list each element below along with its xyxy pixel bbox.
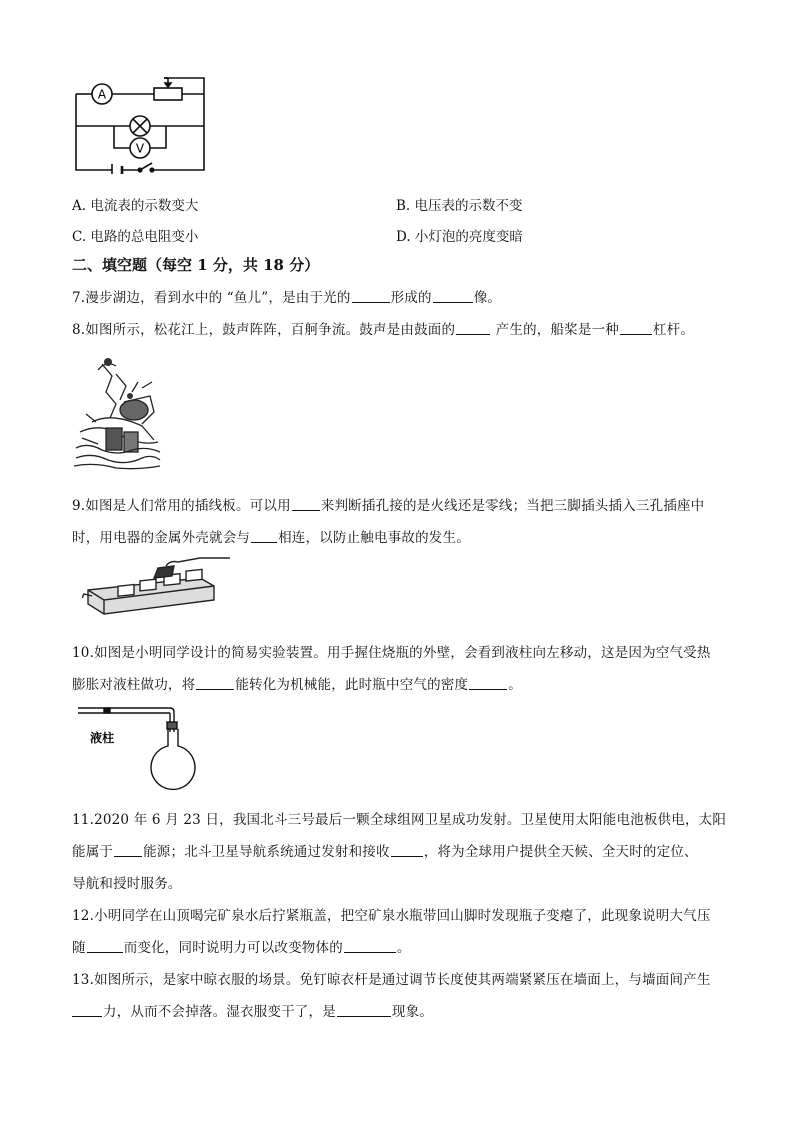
voltmeter-label: V: [135, 141, 145, 156]
answer-blank[interactable]: [352, 290, 390, 303]
answer-blank[interactable]: [87, 940, 123, 953]
answer-blank[interactable]: [337, 1004, 391, 1017]
answer-blank[interactable]: [391, 844, 423, 857]
rheostat-icon: [154, 88, 182, 100]
answer-blank[interactable]: [469, 677, 507, 690]
answer-blank[interactable]: [344, 940, 396, 953]
answer-blank[interactable]: [72, 1004, 102, 1017]
answer-blank[interactable]: [114, 844, 142, 857]
answer-blank[interactable]: [620, 322, 652, 335]
question-13-line-1: 13.如图所示，是家中晾衣服的场景。免钉晾衣杆是通过调节长度使其两端紧紧压在墙面上，与墙面间产生: [72, 972, 711, 988]
question-11-line-1: 11.2020 年 6 月 23 日，我国北斗三号最后一颗全球组网卫星成功发射。卫星使用太阳能电池板供电，太阳: [72, 812, 727, 828]
answer-blank[interactable]: [196, 677, 234, 690]
circuit-diagram: [70, 74, 210, 174]
ammeter-label: A: [97, 87, 107, 102]
answer-blank[interactable]: [456, 322, 490, 335]
answer-blank[interactable]: [292, 498, 320, 511]
answer-blank[interactable]: [251, 530, 277, 543]
liquid-column-label: 液柱: [90, 731, 115, 745]
question-13-line-2: 力，从而不会掉落。湿衣服变干了，是 现象。: [72, 1000, 433, 1020]
section-title: 二、填空题（每空 1 分，共 18 分）: [72, 256, 320, 274]
dragon-boat-illustration: [72, 352, 162, 470]
question-11-line-2: 能属于 能源；北斗卫星导航系统通过发射和接收 ，将为全球用户提供全天候、全天时的定位、: [72, 844, 698, 860]
question-8: 8.如图所示，松花江上，鼓声阵阵，百舸争流。鼓声是由鼓面的 产生的，船桨是一种 杠杆。: [72, 322, 695, 338]
option-d: D. 小灯泡的亮度变暗: [396, 229, 523, 245]
question-9-line-2: 时，用电器的金属外壳就会与 相连，以防止触电事故的发生。: [72, 530, 470, 546]
question-10-line-2: 膨胀对液柱做功，将 能转化为机械能，此时瓶中空气的密度 。: [72, 677, 522, 693]
question-12-line-2: 随 而变化，同时说明力可以改变物体的 。: [72, 940, 411, 956]
option-c: C. 电路的总电阻变小: [72, 229, 199, 245]
question-12-line-1: 12.小明同学在山顶喝完矿泉水后拧紧瓶盖，把空矿泉水瓶带回山脚时发现瓶子变瘪了，此现象说明大气压: [72, 908, 711, 924]
question-10-line-1: 10.如图是小明同学设计的简易实验装置。用手握住烧瓶的外壁，会看到液柱向左移动，这是因为空气受热: [72, 645, 711, 661]
question-7: 7.漫步湖边，看到水中的 “鱼儿”，是由于光的 形成的 像。: [72, 290, 502, 306]
question-11-line-3: 导航和授时服务。: [72, 876, 182, 892]
power-strip-illustration: [82, 556, 232, 620]
flask-apparatus-illustration: [74, 700, 198, 796]
option-b: B. 电压表的示数不变: [396, 198, 523, 214]
option-a: A. 电流表的示数变大: [72, 198, 199, 214]
answer-blank[interactable]: [433, 290, 473, 303]
question-9-line-1: 9.如图是人们常用的插线板。可以用 来判断插孔接的是火线还是零线；当把三脚插头插入三孔插座中: [72, 498, 705, 514]
